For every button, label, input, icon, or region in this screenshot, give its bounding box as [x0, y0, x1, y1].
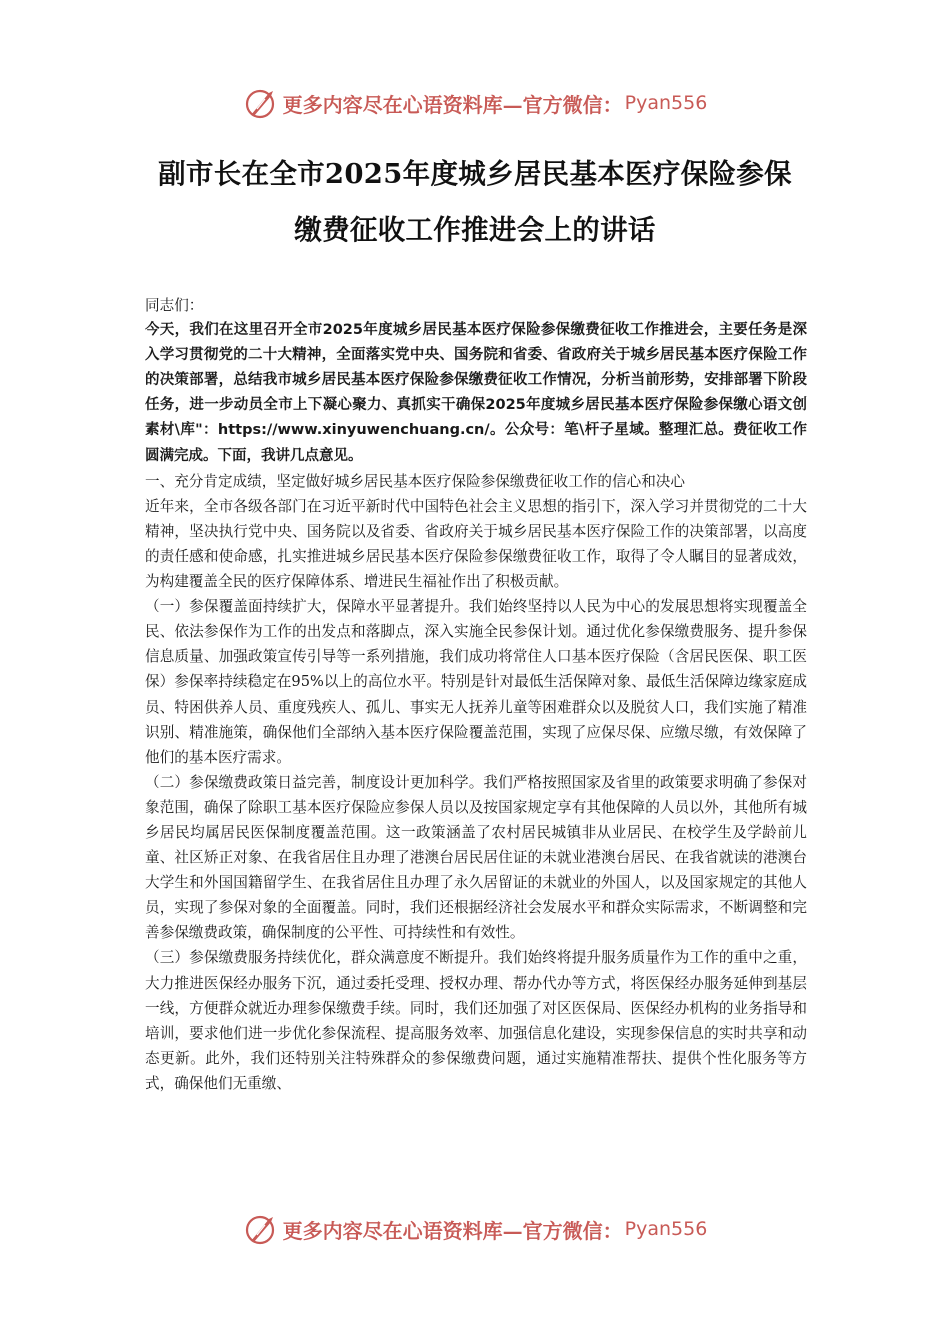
title-line-1: 副市长在全市2025年度城乡居民基本医疗保险参保 — [158, 158, 792, 190]
section-1-heading: 一、充分肯定成绩，坚定做好城乡居民基本医疗保险参保缴费征收工作的信心和决心 — [145, 472, 685, 490]
point-2-paragraph: （二）参保缴费政策日益完善，制度设计更加科学。我们严格按照国家及省里的政策要求明确了参保对象范围，确保了除职工基本医疗保险应参保人员以及按国家规定享有其他保障的人员以外，其他所有城乡居民均属居民医保制度覆盖范围。这一政策涵盖了农村居民城镇非从业居民、在校学生及学龄前儿童、社区矫正对象、在我省居住且办理了港澳台居民居住证的未就业港澳台居民、在我省就读的港澳台大学生和外国国籍留学生、在我省居住且办理了永久居留证的未就业的外国人，以及国家规定的其他人员，实现了参保对象的全面覆盖。同时，我们还根据经济社会发展水平和群众实际需求，不断调整和完善参保缴费政策，确保制度的公平性、可持续性和有效性。 — [145, 773, 807, 942]
quill-logo-icon — [243, 1211, 279, 1247]
intro-paragraph: 今天，我们在这里召开全市2025年度城乡居民基本医疗保险参保缴费征收工作推进会，主要任务是深入学习贯彻党的二十大精神，全面落实党中央、国务院和省委、省政府关于城乡居民基本医疗保险工作的决策部署，总结我市城乡居民基本医疗保险参保缴费征收工作情况，分析当前形势，安排部署下阶段任务，进一步动员全市上下凝心聚力、真抓实干确保2025年度城乡居民基本医疗保险参保缴心语文创素材\库"：https://www.xinyuwenchuang.cn/。公众号：笔\杆子星域。整理汇总。费征收工作圆满完成。下面，我讲几点意见。 — [145, 322, 807, 464]
greeting: 同志们： — [145, 297, 204, 314]
footer-watermark-banner — [0, 1206, 950, 1252]
header-watermark-banner — [0, 80, 950, 126]
document-body — [145, 293, 807, 1096]
section-1-paragraph: 近年来，全市各级各部门在习近平新时代中国特色社会主义思想的指引下，深入学习并贯彻党的二十大精神，坚决执行党中央、国务院以及省委、省政府关于城乡居民基本医疗保险工作的决策部署，以高度的责任感和使命感，扎实推进城乡居民基本医疗保险参保缴费征收工作，取得了令人瞩目的显著成效，为构建覆盖全民的医疗保障体系、增进民生福祉作出了积极贡献。 — [145, 497, 807, 591]
title-line-2: 缴费征收工作推进会上的讲话 — [294, 214, 656, 246]
point-3-paragraph: （三）参保缴费服务持续优化，群众满意度不断提升。我们始终将提升服务质量作为工作的重中之重，大力推进医保经办服务下沉，通过委托受理、授权办理、帮办代办等方式，将医保经办服务延伸到基层一线，方便群众就近办理参保缴费手续。同时，我们还加强了对区医保局、医保经办机构的业务指导和培训，要求他们进一步优化参保流程、提高服务效率、加强信息化建设，实现参保信息的实时共享和动态更新。此外，我们还特别关注特殊群众的参保缴费问题，通过实施精准帮扶、提供个性化服务等方式，确保他们无重缴、 — [145, 949, 807, 1092]
banner-wechat-id: Pyan556 — [624, 1218, 708, 1240]
banner-text: 更多内容尽在心语资料库—官方微信： — [282, 1218, 623, 1243]
banner-wechat-id: Pyan556 — [624, 92, 708, 114]
point-1-paragraph: （一）参保覆盖面持续扩大，保障水平显著提升。我们始终坚持以人民为中心的发展思想将实现覆盖全民、依法参保作为工作的出发点和落脚点，深入实施全民参保计划。通过优化参保缴费服务、提升参保信息质量、加强政策宣传引导等一系列措施，我们成功将常住人口基本医疗保险（含居民医保、职工医保）参保率持续稳定在95%以上的高位水平。特别是针对最低生活保障对象、最低生活保障边缘家庭成员、特困供养人员、重度残疾人、孤儿、事实无人抚养儿童等困难群众以及脱贫人口，我们实施了精准识别、精准施策，确保他们全部纳入基本医疗保险覆盖范围，实现了应保尽保、应缴尽缴，有效保障了他们的基本医疗需求。 — [145, 598, 807, 766]
document-title — [100, 146, 850, 258]
quill-logo-icon — [243, 85, 279, 121]
banner-text: 更多内容尽在心语资料库—官方微信： — [282, 92, 623, 117]
